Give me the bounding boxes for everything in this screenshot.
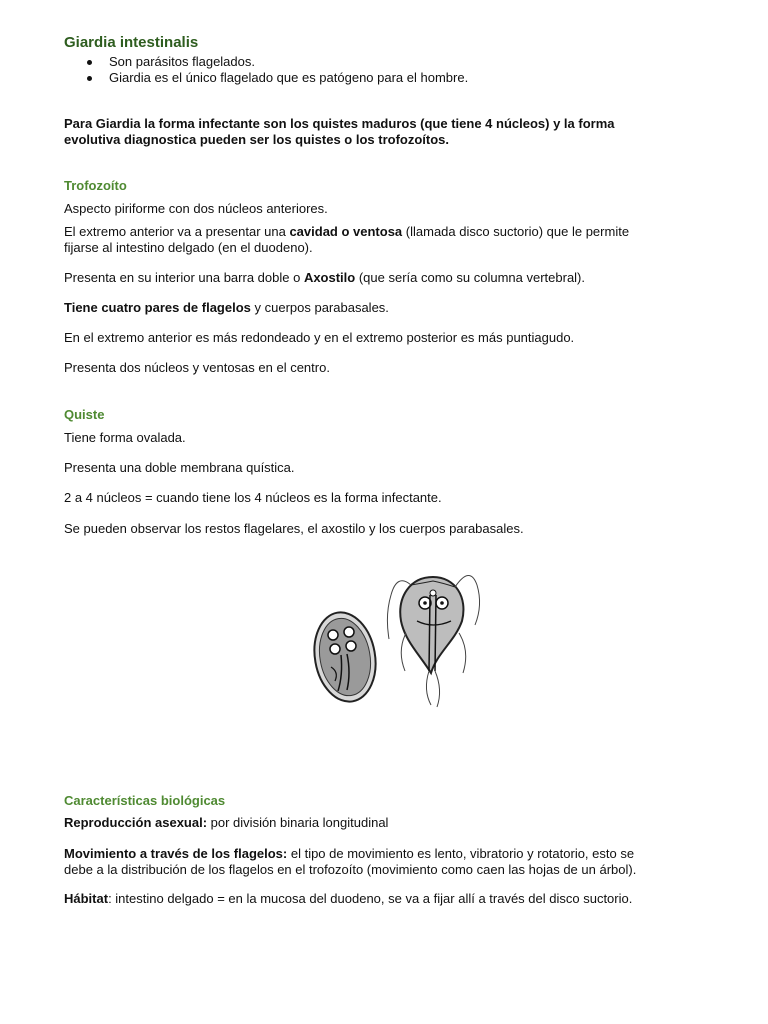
text-run: (que sería como su columna vertebral). <box>355 270 586 285</box>
trophozoite-drawing <box>387 575 479 707</box>
trofozoito-paragraph-4 <box>64 300 728 316</box>
movimiento-paragraph <box>64 846 728 878</box>
intro-paragraph <box>64 116 728 148</box>
bold-term-axostilo: Axostilo <box>303 270 356 285</box>
trofozoito-paragraph-6: Presenta dos núcleos y ventosas en el centro. <box>64 360 330 375</box>
trofozoito-paragraph-3 <box>64 270 728 286</box>
quiste-heading: Quiste <box>64 407 105 422</box>
trofozoito-paragraph-5: En el extremo anterior es más redondeado y en el extremo posterior es más puntiagudo. <box>64 330 575 345</box>
trofozoito-paragraph-1: Aspecto piriforme con dos núcleos anteriores. <box>64 201 328 216</box>
cyst-drawing <box>308 607 383 706</box>
text-run: (llamada disco suctorio) que le permite <box>402 224 630 239</box>
intro-line-2: evolutiva diagnostica pueden ser los quistes o los trofozoítos. <box>64 132 450 147</box>
giardia-illustration <box>305 555 505 715</box>
reproduccion-paragraph <box>64 815 728 831</box>
bold-term-flagelos: Tiene cuatro pares de flagelos <box>64 300 251 315</box>
trofozoito-paragraph-2 <box>64 224 728 256</box>
text-run: y cuerpos parabasales. <box>250 300 389 315</box>
text-run: Presenta en su interior una barra doble o <box>64 270 304 285</box>
text-run: : intestino delgado = en la mucosa del duodeno, se va a fijar allí a través del disco suctorio. <box>108 891 633 906</box>
habitat-paragraph <box>64 891 728 907</box>
text-run: debe a la distribución de los flagelos en el trofozoíto (movimiento como caen las hojas de un árbol). <box>64 862 637 877</box>
caracteristicas-heading: Características biológicas <box>64 793 226 808</box>
reproduccion-label: Reproducción asexual: <box>64 815 208 830</box>
text-run: el tipo de movimiento es lento, vibratorio y rotatorio, esto se <box>287 846 635 861</box>
text-run: fijarse al intestino delgado (en el duodeno). <box>64 240 313 255</box>
list-item: Son parásitos flagelados. <box>64 54 468 70</box>
bold-term-cavidad: cavidad o ventosa <box>289 224 403 239</box>
intro-bullet-list <box>64 54 468 86</box>
movimiento-label: Movimiento a través de los flagelos: <box>64 846 288 861</box>
quiste-paragraph-3: 2 a 4 núcleos = cuando tiene los 4 núcleos es la forma infectante. <box>64 490 442 505</box>
trofozoito-heading: Trofozoíto <box>64 178 127 193</box>
quiste-paragraph-1: Tiene forma ovalada. <box>64 430 186 445</box>
text-run: El extremo anterior va a presentar una <box>64 224 290 239</box>
intro-line-1: Para Giardia la forma infectante son los quistes maduros (que tiene 4 núcleos) y la forma <box>64 116 615 131</box>
habitat-label: Hábitat <box>64 891 109 906</box>
text-run: por división binaria longitudinal <box>207 815 389 830</box>
quiste-paragraph-2: Presenta una doble membrana quística. <box>64 460 295 475</box>
list-item: Giardia es el único flagelado que es patógeno para el hombre. <box>64 70 468 86</box>
quiste-paragraph-4: Se pueden observar los restos flagelares, el axostilo y los cuerpos parabasales. <box>64 521 524 536</box>
document-title: Giardia intestinalis <box>64 34 199 51</box>
